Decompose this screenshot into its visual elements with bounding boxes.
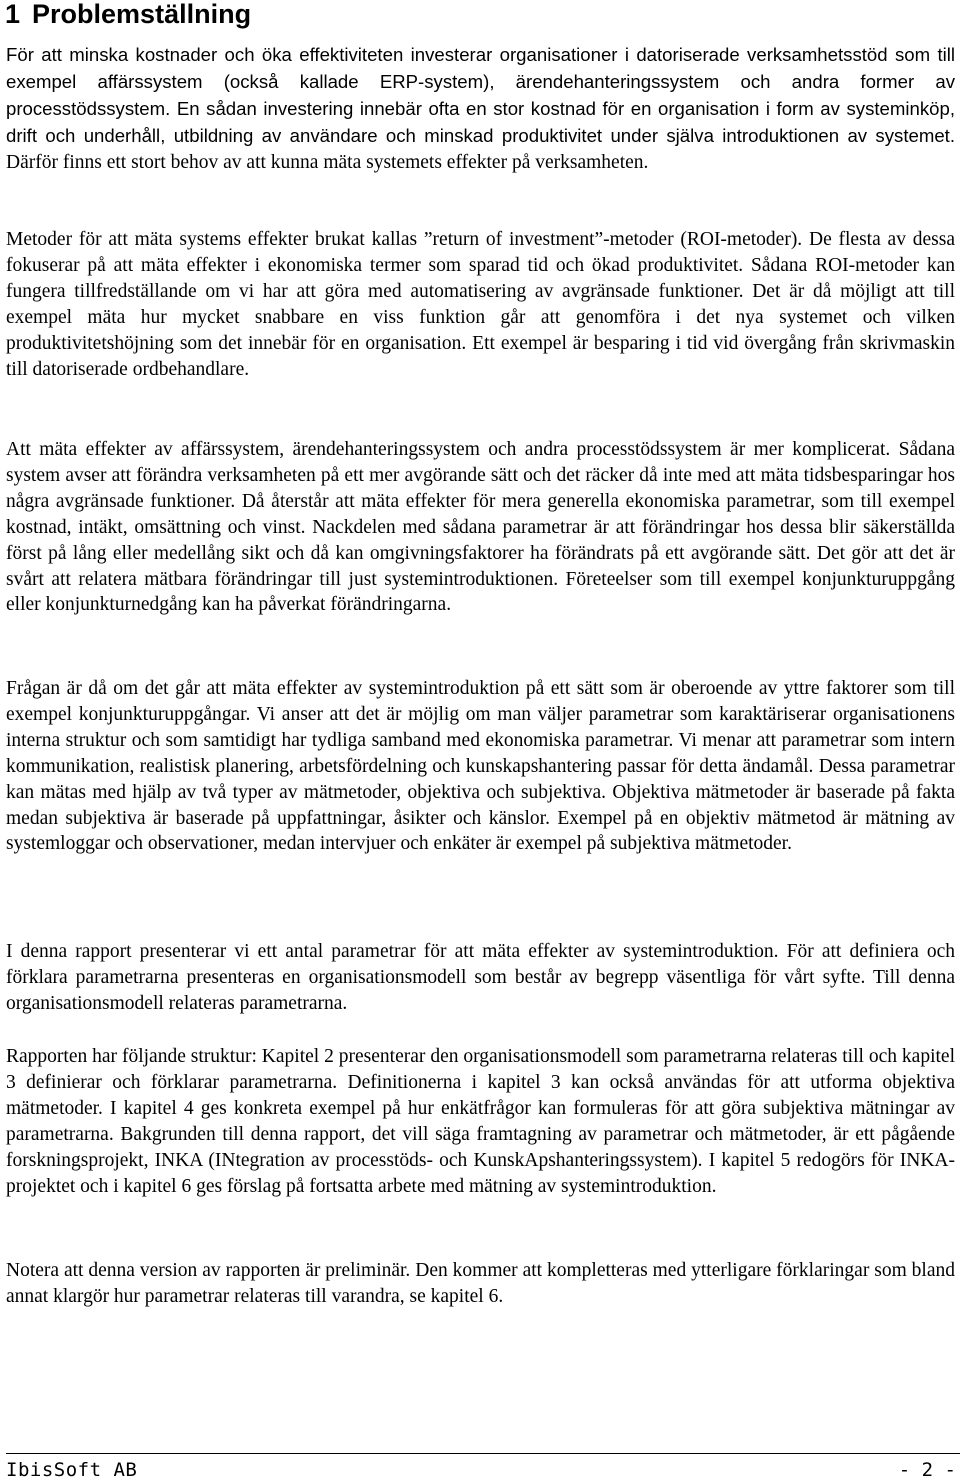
paragraph-6: Rapporten har följande struktur: Kapitel 2 presenterar den organisationsmodell som parametrarna relateras till och kapitel 3 definierar och förklarar parametrarna. Definitionerna i kapitel 3 kan också användas för att utforma objektiva mätmetoder. I kapitel 4 ges konkreta exempel på hur enkätfrågor kan formuleras för att göra subjektiva mätningar av parametrarna. Bakgrunden till denna rapport, det vill säga framtagning av parametrar och mätmetoder, är ett pågående forskningsprojekt, INKA (INtegration av processtöds- och KunskApshanteringssystem). I kapitel 5 redogörs för INKA-projektet och i kapitel 6 ges förslag på fortsatta arbete med mätning av systemintroduktion. <box>6 1046 955 1197</box>
paragraph-1-serif-text: Därför finns ett stort behov av att kunna mäta systemets effekter på verksamheten. <box>6 151 649 173</box>
footer-divider <box>6 1453 960 1454</box>
paragraph-4: Frågan är då om det går att mäta effekter av systemintroduktion på ett sätt som är oberoende av yttre faktorer som till exempel konjunkturuppgångar. Vi anser att det är möjlig om man väljer parametrar som karaktäriserar organisationens interna struktur och som samtidigt har tydliga samband med ekonomiska parametrar. Vi menar att parametrar som intern kommunikation, realistisk planering, arbetsfördelning och kunskapshantering passar för detta ändamål. Dessa parametrar kan mätas med hjälp av två typer av mätmetoder, objektiva och subjektiva. Objektiva mätmetoder är baserade på fakta medan subjektiva är baserade på uppfattningar, åsikter och känslor. Exempel på en objektiv mätmetod är mätning av systemloggar och observationer, medan intervjuer och enkäter är exempel på subjektiva mätmetoder. <box>6 678 955 855</box>
paragraph-1 <box>6 42 955 176</box>
paragraph-2: Metoder för att mäta systems effekter brukat kallas ”return of investment”-metoder (ROI-metoder). De flesta av dessa fokuserar på att mäta effekter i ekonomiska termer som sparad tid och ökad produktivitet. Sådana ROI-metoder kan fungera tillfredställande om vi har att göra med automatisering av avgränsade funktioner. Det är då möjligt att till exempel mäta hur mycket snabbare en viss funktion går att genomföra i det nya systemet och vilken produktivitetshöjning som det innebär för en organisation. Ett exempel är besparing i tid vid övergång från skrivmaskin till datoriserade ordbehandlare. <box>6 229 955 380</box>
paragraph-5: I denna rapport presenterar vi ett antal parametrar för att mäta effekter av systemintroduktion. För att definiera och förklara parametrarna presenteras en organisationsmodell som består av begrepp väsentliga för vårt syfte. Till denna organisationsmodell relateras parametrarna. <box>6 941 955 1014</box>
footer-company-name: IbisSoft AB <box>6 1459 138 1481</box>
section-title: Problemställning <box>32 0 252 29</box>
section-number: 1 <box>5 0 21 29</box>
paragraph-3: Att mäta effekter av affärssystem, ärendehanteringssystem och andra processtödssystem är mer komplicerat. Sådana system avser att förändra verksamheten på ett mer avgörande sätt och det räcker då inte med att mäta tidsbesparingar hos några avgränsade funktioner. Då återstår att mäta effekter för mera generella ekonomiska parametrar, som till exempel kostnad, intäkt, omsättning och vinst. Nackdelen med sådana parametrar är att förändringar hos dessa blir säkerställda först på lång eller medellång sikt och då kan omgivningsfaktorer ha förändrats på ett avgörande sätt. Det gör att det är svårt att relatera mätbara förändringar till just systemintroduktionen. Företeelser som till exempel konjunkturuppgång eller konjunkturnedgång kan ha påverkat förändringarna. <box>6 439 955 616</box>
paragraph-7: Notera att denna version av rapporten är preliminär. Den kommer att kompletteras med ytterligare förklaringar som bland annat klargör hur parametrar relateras till varandra, se kapitel 6. <box>6 1260 955 1307</box>
section-heading <box>5 0 251 30</box>
paragraph-1-sans-text: För att minska kostnader och öka effektiviteten investerar organisationer i datoriserade verksamhetsstöd som till exempel affärssystem (också kallade ERP-system), ärendehanteringssystem och andra former av processtödssystem. En sådan investering innebär ofta en stor kostnad för en organisation i form av systeminköp, drift och underhåll, utbildning av användare och minskad produktivitet under själva introduktionen av systemet. <box>6 44 955 146</box>
footer-page-number: - 2 - <box>898 1459 956 1481</box>
